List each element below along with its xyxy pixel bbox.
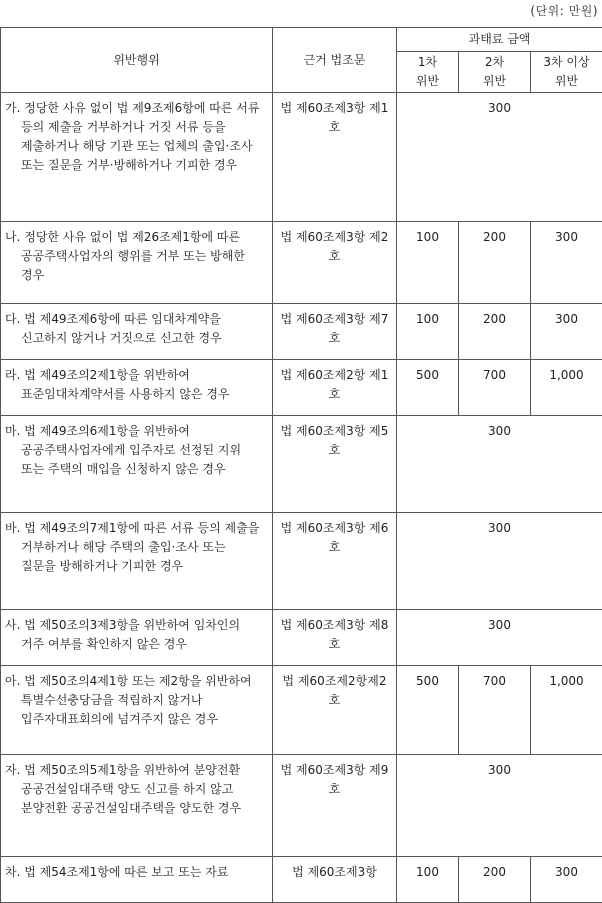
fine-single: 300 — [397, 755, 602, 857]
fine-first: 100 — [397, 304, 459, 360]
table-row — [1, 857, 602, 903]
violation-cell — [1, 666, 273, 755]
violation-cell — [1, 222, 273, 304]
violation-text: 가. 정당한 사유 없이 법 제9조제6항에 따른 서류 등의 제출을 거부하거나 거짓 서류 등을 제출하거나 해당 기관 또는 업체의 출입·조사 또는 질문을 거부·방해하거나 기피한 경우 — [5, 99, 264, 175]
violation-cell — [1, 304, 273, 360]
fine-third: 300 — [531, 304, 602, 360]
violation-cell — [1, 755, 273, 857]
fine-third: 300 — [531, 857, 602, 903]
violation-text: 사. 법 제50조의3제3항을 위반하여 임차인의 거주 여부를 확인하지 않은 경우 — [5, 616, 264, 654]
header-fine-amount: 과태료 금액 — [397, 28, 602, 52]
fine-table — [0, 27, 602, 903]
header-third-line1: 3차 이상 — [531, 53, 602, 72]
fine-second: 700 — [459, 360, 531, 416]
header-second — [459, 52, 531, 93]
violation-cell — [1, 857, 273, 903]
law-cell: 법 제60조제2항 제1호 — [273, 360, 397, 416]
table-row — [1, 304, 602, 360]
fine-second: 200 — [459, 304, 531, 360]
table-row — [1, 610, 602, 666]
violation-cell — [1, 610, 273, 666]
fine-first: 100 — [397, 857, 459, 903]
law-cell: 법 제60조제3항 제2호 — [273, 222, 397, 304]
header-basis: 근거 법조문 — [273, 28, 397, 93]
table-row — [1, 93, 602, 222]
violation-text: 아. 법 제50조의4제1항 또는 제2항을 위반하여 특별수선충당금을 적립하지 않거나 입주자대표회의에 넘겨주지 않은 경우 — [5, 672, 264, 729]
law-cell: 법 제60조제3항 제9호 — [273, 755, 397, 857]
law-cell: 법 제60조제2항제2호 — [273, 666, 397, 755]
table-row — [1, 222, 602, 304]
violation-cell — [1, 416, 273, 513]
fine-second: 200 — [459, 222, 531, 304]
violation-text: 바. 법 제49조의7제1항에 따른 서류 등의 제출을 거부하거나 해당 주택의 출입·조사 또는 질문을 방해하거나 기피한 경우 — [5, 519, 264, 576]
violation-cell — [1, 513, 273, 610]
law-cell: 법 제60조제3항 제6호 — [273, 513, 397, 610]
header-third — [531, 52, 602, 93]
fine-second: 700 — [459, 666, 531, 755]
fine-single: 300 — [397, 93, 602, 222]
header-violation: 위반행위 — [1, 28, 273, 93]
violation-cell — [1, 93, 273, 222]
violation-text: 차. 법 제54조제1항에 따른 보고 또는 자료 — [5, 863, 264, 882]
table-row — [1, 755, 602, 857]
header-first — [397, 52, 459, 93]
violation-text: 라. 법 제49조의2제1항을 위반하여 표준임대차계약서를 사용하지 않은 경우 — [5, 366, 264, 404]
unit-label: (단위: 만원) — [530, 0, 598, 22]
fine-third: 1,000 — [531, 666, 602, 755]
fine-first: 500 — [397, 666, 459, 755]
violation-cell — [1, 360, 273, 416]
header-first-line2: 위반 — [397, 72, 458, 91]
header-third-line2: 위반 — [531, 72, 602, 91]
violation-text: 자. 법 제50조의5제1항을 위반하여 분양전환 공공건설임대주택 양도 신고를 하지 않고 분양전환 공공건설임대주택을 양도한 경우 — [5, 761, 264, 818]
fine-second: 200 — [459, 857, 531, 903]
violation-text: 마. 법 제49조의6제1항을 위반하여 공공주택사업자에게 입주자로 선정된 지위 또는 주택의 매입을 신청하지 않은 경우 — [5, 422, 264, 479]
law-cell: 법 제60조제3항 제5호 — [273, 416, 397, 513]
table-row — [1, 513, 602, 610]
fine-first: 500 — [397, 360, 459, 416]
header-second-line2: 위반 — [459, 72, 530, 91]
table-row — [1, 360, 602, 416]
fine-third: 1,000 — [531, 360, 602, 416]
table-row — [1, 666, 602, 755]
law-cell: 법 제60조제3항 — [273, 857, 397, 903]
header-second-line1: 2차 — [459, 53, 530, 72]
table-row — [1, 416, 602, 513]
fine-single: 300 — [397, 513, 602, 610]
header-first-line1: 1차 — [397, 53, 458, 72]
violation-text: 나. 정당한 사유 없이 법 제26조제1항에 따른 공공주택사업자의 행위를 거부 또는 방해한 경우 — [5, 228, 264, 285]
law-cell: 법 제60조제3항 제7호 — [273, 304, 397, 360]
fine-third: 300 — [531, 222, 602, 304]
violation-text: 다. 법 제49조제6항에 따른 임대차계약을 신고하지 않거나 거짓으로 신고한 경우 — [5, 310, 264, 348]
fine-first: 100 — [397, 222, 459, 304]
law-cell: 법 제60조제3항 제8호 — [273, 610, 397, 666]
fine-single: 300 — [397, 416, 602, 513]
law-cell: 법 제60조제3항 제1호 — [273, 93, 397, 222]
fine-single: 300 — [397, 610, 602, 666]
